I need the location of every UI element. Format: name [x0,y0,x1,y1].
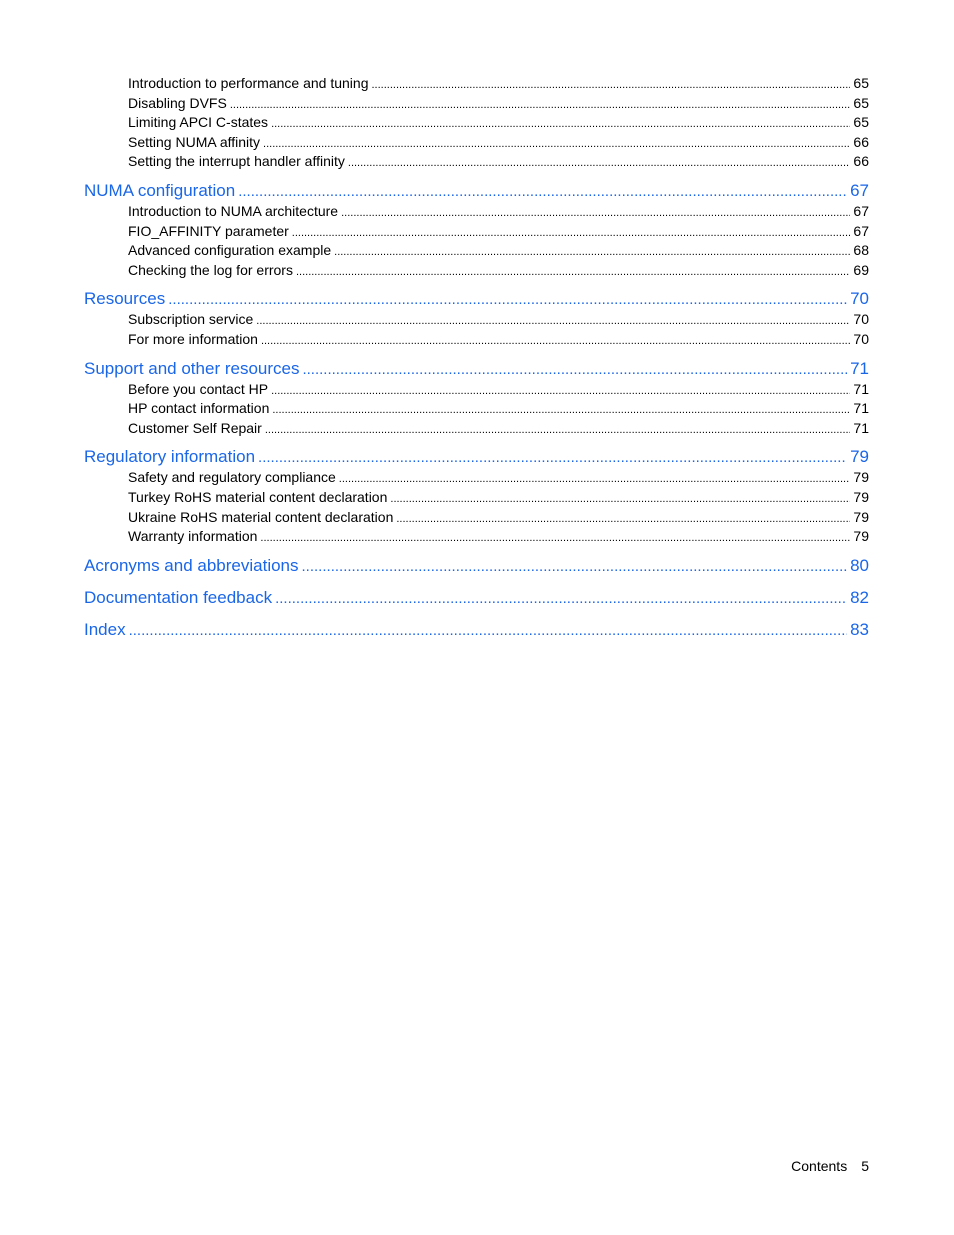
toc-entry-page: 79 [853,528,869,545]
toc-chapter-title: Support and other resources [84,358,300,378]
toc-chapter-page: 67 [850,180,869,200]
toc-entry-page: 69 [853,261,869,278]
dot-leader [256,312,850,332]
toc-chapter-acronyms[interactable] [84,555,869,577]
toc-entry-title: Checking the log for errors [128,261,293,278]
dot-leader [339,470,851,490]
toc-entry[interactable] [84,330,869,350]
dot-leader [390,490,850,510]
footer-page-number: 5 [861,1158,869,1174]
dot-leader [302,556,848,578]
dot-leader [265,421,851,441]
toc-entry[interactable] [84,74,869,94]
toc-entry-page: 66 [853,133,869,150]
toc-group [84,446,869,546]
dot-leader [230,96,851,116]
toc-chapter-title: NUMA configuration [84,180,236,200]
toc-entry-title: HP contact information [128,400,270,417]
toc-chapter-support[interactable] [84,358,869,380]
dot-leader [396,510,850,530]
toc-entry[interactable] [84,261,869,281]
toc-entry[interactable] [84,508,869,528]
dot-leader [302,359,847,381]
toc-entry[interactable] [84,152,869,172]
dot-leader [348,154,851,174]
toc-entry-page: 79 [853,508,869,525]
toc-entry-title: Ukraine RoHS material content declaration [128,508,394,525]
dot-leader [272,401,850,421]
toc-entry[interactable] [84,241,869,261]
dot-leader [275,588,847,610]
toc-chapter-index[interactable] [84,619,869,641]
toc-entry[interactable] [84,468,869,488]
dot-leader [263,135,850,155]
toc-entry-title: Safety and regulatory compliance [128,469,336,486]
toc-entry-title: Turkey RoHS material content declaration [128,488,388,505]
toc-chapter-page: 83 [850,619,869,639]
toc-group [84,555,869,577]
dot-leader [271,382,850,402]
toc-chapter-page: 79 [850,447,869,467]
toc-entry-title: Customer Self Repair [128,419,262,436]
toc-chapter-regulatory[interactable] [84,446,869,468]
toc-entry-title: Subscription service [128,311,254,328]
toc-chapter-title: Index [84,619,126,639]
toc-entry-title: Setting NUMA affinity [128,133,261,150]
toc-chapter-page: 80 [850,555,869,575]
toc-entry-page: 70 [853,330,869,347]
toc-entry-page: 70 [853,311,869,328]
toc-group [84,619,869,641]
toc-entry-title: For more information [128,330,258,347]
toc-chapter-resources[interactable] [84,288,869,310]
toc-entry-title: Before you contact HP [128,380,269,397]
toc-chapter-title: Documentation feedback [84,587,273,607]
toc-entry-page: 68 [853,242,869,259]
dot-leader [260,529,850,549]
toc-entry-page: 71 [853,380,869,397]
toc-entry-title: Warranty information [128,528,258,545]
toc-entry-page: 79 [853,488,869,505]
toc-entry-page: 67 [853,222,869,239]
toc-entry[interactable] [84,527,869,547]
dot-leader [292,224,851,244]
toc-entry-page: 71 [853,419,869,436]
toc-entry-page: 66 [853,153,869,170]
toc-entry[interactable] [84,94,869,114]
toc-group [84,74,869,172]
toc-group [84,358,869,439]
toc-entry-page: 79 [853,469,869,486]
toc-entry-title: Setting the interrupt handler affinity [128,153,345,170]
toc-group [84,180,869,280]
dot-leader [271,115,850,135]
dot-leader [258,447,847,469]
toc-entry[interactable] [84,133,869,153]
toc-chapter-page: 82 [850,587,869,607]
toc-chapter-page: 71 [850,358,869,378]
dot-leader [372,76,851,96]
toc-entry-title: FIO_AFFINITY parameter [128,222,289,239]
toc-entry-title: Introduction to NUMA architecture [128,202,339,219]
toc-entry-title: Introduction to performance and tuning [128,75,369,91]
dot-leader [296,263,850,283]
toc-chapter-numa-configuration[interactable] [84,180,869,202]
toc-entry[interactable] [84,310,869,330]
dot-leader [168,289,847,311]
dot-leader [129,620,847,642]
toc-entry[interactable] [84,222,869,242]
toc-entry-title: Limiting APCI C-states [128,114,269,131]
dot-leader [341,204,850,224]
toc-group [84,587,869,609]
toc-chapter-page: 70 [850,289,869,309]
toc-entry[interactable] [84,380,869,400]
toc-chapter-title: Resources [84,289,166,309]
toc-entry[interactable] [84,399,869,419]
toc-chapter-documentation-feedback[interactable] [84,587,869,609]
toc-chapter-title: Regulatory information [84,447,256,467]
toc-entry-page: 65 [853,75,869,91]
toc-entry-title: Disabling DVFS [128,94,227,111]
toc-entry-title: Advanced configuration example [128,242,332,259]
table-of-contents [84,74,869,641]
dot-leader [334,243,850,263]
toc-entry[interactable] [84,202,869,222]
toc-entry[interactable] [84,113,869,133]
toc-entry-page: 67 [853,202,869,219]
toc-entry[interactable] [84,488,869,508]
toc-entry-page: 65 [853,94,869,111]
toc-chapter-title: Acronyms and abbreviations [84,555,299,575]
toc-group [84,288,869,349]
dot-leader [238,181,847,203]
toc-entry[interactable] [84,419,869,439]
dot-leader [261,332,850,352]
toc-entry-page: 71 [853,400,869,417]
page-footer [791,1158,869,1174]
footer-label: Contents [791,1158,848,1174]
toc-entry-page: 65 [853,114,869,131]
